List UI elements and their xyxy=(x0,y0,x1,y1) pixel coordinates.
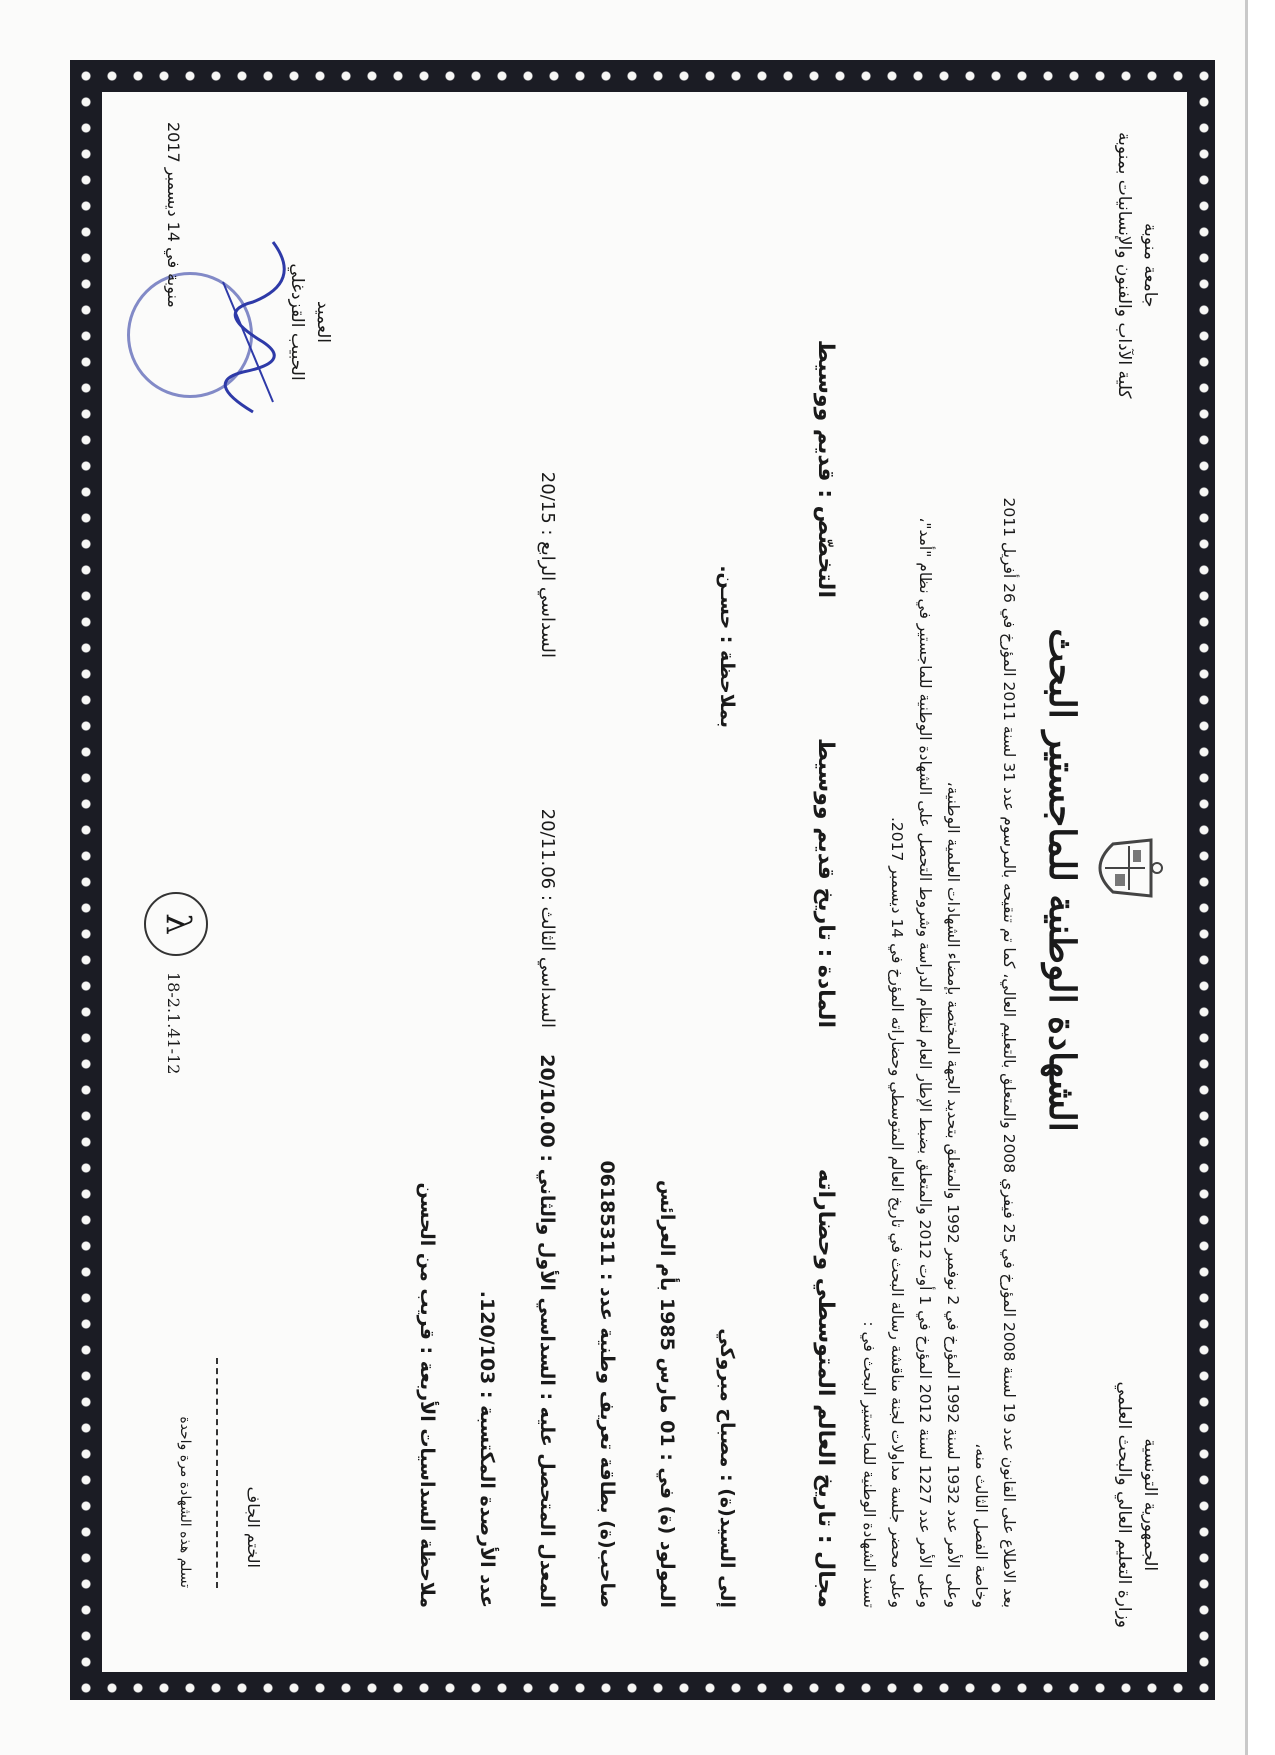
domain-field: مجال : تاريخ العالم المتوسطي وحضاراته xyxy=(813,1168,838,1608)
average-s3-field: السداسي الثالث : 20/11.06 xyxy=(537,808,558,1028)
preamble xyxy=(855,152,1023,1608)
mention-field: بملاحظة : حسـن. xyxy=(716,565,738,728)
ministry-header xyxy=(1111,1382,1163,1628)
recipient-field: إلى السيد(ة) : مصباح مبروكي xyxy=(716,1328,738,1608)
document-code: 18-2.1.41-12 xyxy=(164,972,183,1075)
semesters-note-field: ملاحظة السداسيات الأربعة : قريب من الحسن xyxy=(416,1182,438,1608)
specialty-field: التخصّص : قديم ووسيط xyxy=(813,339,838,598)
faculty-name: كلية الآداب والفنون والإنسانيات بمنوبة xyxy=(1114,132,1134,399)
id-card-field: صاحب(ة) بطاقة تعريف وطنية عدد : 06185311 xyxy=(596,1160,618,1608)
dean-title: العميد xyxy=(313,301,333,343)
average-s1-s2-field: المعدل المتحصل عليه : السداسي الأول والثاني : 20/10.00 xyxy=(536,1054,558,1608)
university-name: جامعة منوبة xyxy=(1140,223,1160,308)
preamble-line: وعلى الأمر عدد 1932 لسنة 1992 المؤرخ في 2 نوفمبر 1992 والمتعلق بتحديد الجهة المختصة بإمضاء الشهادات العلمية الوطنية، xyxy=(944,781,962,1608)
preamble-line: بعد الاطلاع على القانون عدد 19 لسنة 2008 المؤرخ في 25 فيفري 2008 والمتعلق بالتعليم العالي، كما تم تنقيحه بالمرسوم عدد 31 لسنة 2011 المؤرخ في 26 أفريل 2011 xyxy=(1000,497,1018,1608)
national-emblem-icon xyxy=(1085,832,1165,904)
subject-field: المادة : تاريخ قديم ووسيط xyxy=(813,738,838,1028)
single-issue-note: تسلم هذه الشهادة مرة واحدة xyxy=(177,1416,193,1588)
preamble-line: تسند الشهادة الوطنية للماجستير البحث في : xyxy=(860,1321,878,1608)
lambda-seal: λ xyxy=(144,892,208,956)
birth-field: المولود (ة) في : 01 مارس 1985 بأم العرائس xyxy=(656,1179,678,1608)
dean-signature xyxy=(173,222,313,442)
certificate-content xyxy=(102,92,1183,1668)
place-and-date: منوبة في 14 ديسمبر 2017 xyxy=(164,122,183,308)
scan-edge xyxy=(1245,0,1248,1755)
preamble-line: وعلى الأمر عدد 1227 لسنة 2012 المؤرخ في 1 أوت 2012 والمتعلق بضبط الإطار العام لنظام الدراسة وشروط التحصل على الشهادة الوطنية للماجستير في نظام "أمد"، xyxy=(916,517,934,1608)
dean-name: الحبيب القزدغلي xyxy=(287,263,307,381)
credits-field: عدد الأرصدة المكتسبة : 120/103. xyxy=(476,1290,498,1608)
faculty-header xyxy=(1111,132,1163,398)
certificate-title: الشهادة الوطنية للماجستير البحث xyxy=(1041,628,1083,1132)
seal-dashed-line xyxy=(216,1358,218,1588)
preamble-line: وخاصة الفصل الثالث منه، xyxy=(972,1443,990,1608)
republic-name: الجمهورية التونسية xyxy=(1140,1438,1160,1572)
average-s4-field: السداسي الرابع : 20/15 xyxy=(537,471,558,658)
ministry-name: وزارة التعليم العالي والبحث العلمي xyxy=(1114,1381,1134,1628)
preamble-line: وعلى محضر جلسة مداولات لجنة مناقشة رسالة البحث في تاريخ العالم المتوسطي وحضاراته المؤرخ في 14 ديسمبر 2017. xyxy=(888,816,906,1608)
dry-seal-label: الختم الجاف xyxy=(244,1486,263,1568)
certificate-sheet xyxy=(102,92,1183,1668)
